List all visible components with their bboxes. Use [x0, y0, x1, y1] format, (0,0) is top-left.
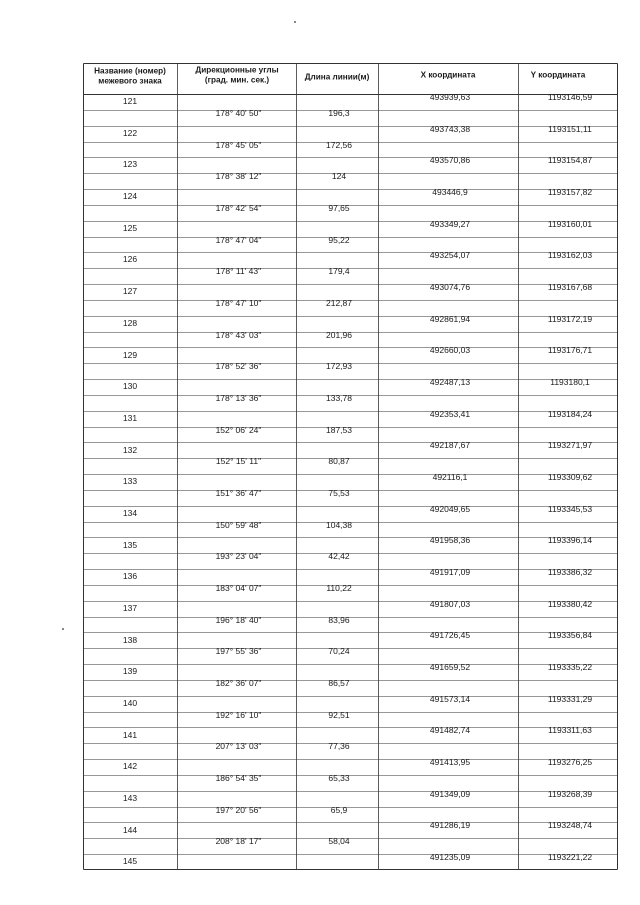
scan-speck — [62, 628, 64, 630]
point-name: 139 — [122, 665, 138, 676]
x-coordinate: 492487,13 — [429, 376, 471, 387]
direction-angle: 178° 42' 54" — [215, 202, 262, 213]
point-name: 141 — [122, 729, 138, 740]
y-coordinate: 1193248,74 — [547, 820, 593, 831]
line-length: 110,22 — [326, 582, 352, 593]
x-coordinate: 493570,86 — [429, 154, 471, 165]
line-length: 42,42 — [328, 551, 350, 562]
x-coordinate: 493074,76 — [429, 281, 471, 292]
y-coordinate: 1193160,01 — [547, 218, 593, 229]
direction-angle: 197° 55' 36" — [215, 646, 262, 657]
point-name: 135 — [122, 539, 138, 550]
direction-angle: 186° 54' 35" — [215, 772, 262, 783]
y-coordinate: 1193157,82 — [547, 186, 593, 197]
line-length: 65,9 — [330, 804, 348, 815]
point-name: 123 — [122, 159, 138, 170]
coordinates-table — [83, 63, 618, 870]
x-coordinate: 493349,27 — [429, 218, 471, 229]
direction-angle: 178° 13' 36" — [215, 392, 262, 403]
point-name: 128 — [122, 317, 138, 328]
line-length: 187,53 — [326, 424, 352, 435]
point-name: 132 — [122, 444, 138, 455]
point-name: 144 — [122, 824, 138, 835]
x-coordinate: 492049,65 — [429, 503, 471, 514]
header-angle-line2: (град. мин. сек.) — [204, 75, 270, 84]
y-coordinate: 1193309,62 — [547, 471, 593, 482]
point-name: 145 — [122, 856, 138, 867]
point-name: 122 — [122, 127, 138, 138]
x-coordinate: 491286,19 — [429, 820, 471, 831]
line-length: 172,93 — [326, 361, 352, 372]
y-coordinate: 1193184,24 — [547, 408, 593, 419]
x-coordinate: 491958,36 — [429, 535, 471, 546]
line-length: 86,57 — [328, 677, 350, 688]
point-name: 125 — [122, 222, 138, 233]
line-length: 104,38 — [326, 519, 352, 530]
direction-angle: 178° 47' 04" — [215, 234, 262, 245]
direction-angle: 178° 47' 10" — [215, 297, 262, 308]
header-angle-line1: Дирекционные углы — [195, 65, 279, 75]
y-coordinate: 1193276,25 — [547, 756, 593, 767]
x-coordinate: 492116,1 — [432, 471, 468, 482]
y-coordinate: 1193331,29 — [547, 693, 593, 704]
x-coordinate: 491235,09 — [429, 851, 471, 862]
y-coordinate: 1193180,1 — [550, 376, 590, 387]
x-coordinate: 493743,38 — [429, 123, 471, 134]
point-name: 127 — [122, 285, 138, 296]
line-length: 97,65 — [328, 202, 350, 213]
direction-angle: 192° 16' 10" — [215, 709, 262, 720]
point-name: 121 — [122, 95, 138, 106]
line-length: 92,51 — [328, 709, 350, 720]
header-point-name-line2: межевого знака — [98, 76, 162, 85]
direction-angle: 193° 23' 04" — [215, 551, 262, 562]
x-coordinate: 491917,09 — [429, 566, 471, 577]
x-coordinate: 493939,63 — [429, 91, 471, 102]
x-coordinate: 492187,67 — [429, 440, 471, 450]
direction-angle: 152° 15' 11" — [215, 456, 262, 467]
y-coordinate: 1193271,97 — [547, 440, 593, 450]
x-coordinate: 491573,14 — [429, 693, 471, 704]
header-x — [421, 70, 476, 80]
line-length: 80,87 — [328, 456, 350, 467]
header-y-text: Y координата — [530, 70, 586, 80]
point-name: 131 — [122, 412, 138, 423]
line-length: 179,4 — [328, 266, 350, 277]
direction-angle: 182° 36' 07" — [215, 677, 262, 688]
y-coordinate: 1193396,14 — [547, 535, 593, 546]
x-coordinate: 491807,03 — [429, 598, 471, 609]
point-name: 140 — [122, 697, 138, 708]
point-name: 124 — [122, 190, 138, 201]
line-length: 65,33 — [328, 772, 350, 783]
line-length: 201,96 — [326, 329, 352, 340]
direction-angle: 178° 43' 03" — [215, 329, 262, 340]
y-coordinate: 1193162,03 — [547, 249, 593, 260]
x-coordinate: 491726,45 — [429, 630, 471, 641]
line-length: 77,36 — [328, 741, 350, 752]
line-length: 212,87 — [326, 297, 352, 308]
y-coordinate: 1193268,39 — [547, 788, 593, 799]
y-coordinate: 1193146,59 — [547, 91, 593, 102]
y-coordinate: 1193345,53 — [547, 503, 593, 514]
x-coordinate: 491482,74 — [429, 725, 471, 736]
point-name: 130 — [122, 380, 138, 391]
point-name: 129 — [122, 349, 138, 360]
point-name: 126 — [122, 254, 138, 265]
header-x-text: X координата — [420, 70, 476, 80]
direction-angle: 178° 38' 12" — [215, 171, 262, 182]
header-point-name-line1: Название (номер) — [94, 66, 166, 76]
direction-angle: 178° 11' 43" — [215, 266, 262, 277]
direction-angle: 151° 36' 47" — [215, 487, 262, 498]
y-coordinate: 1193172,19 — [547, 313, 593, 324]
y-coordinate: 1193151,11 — [548, 123, 592, 134]
point-name: 133 — [122, 475, 138, 486]
y-coordinate: 1193311,63 — [548, 725, 592, 736]
x-coordinate: 493254,07 — [429, 249, 471, 260]
direction-angle: 178° 40' 50" — [215, 107, 262, 118]
line-length: 70,24 — [328, 646, 350, 657]
line-length: 124 — [331, 171, 347, 182]
direction-angle: 178° 45' 05" — [215, 139, 262, 150]
point-name: 134 — [122, 507, 138, 518]
y-coordinate: 1193167,68 — [547, 281, 593, 292]
direction-angle: 196° 18' 40" — [215, 614, 262, 625]
direction-angle: 178° 52' 36" — [215, 361, 262, 372]
line-length: 172,56 — [326, 139, 352, 150]
line-length: 75,53 — [328, 487, 350, 498]
direction-angle: 183° 04' 07" — [215, 582, 262, 593]
y-coordinate: 1193335,22 — [547, 661, 593, 672]
direction-angle: 208° 18' 17" — [215, 836, 262, 847]
point-name: 137 — [122, 602, 138, 613]
table-grid — [83, 63, 618, 870]
point-name: 136 — [122, 570, 138, 581]
point-name: 143 — [122, 792, 138, 803]
header-length — [305, 72, 370, 82]
x-coordinate: 491659,52 — [429, 661, 471, 672]
y-coordinate: 1193154,87 — [547, 154, 593, 165]
line-length: 95,22 — [328, 234, 350, 245]
y-coordinate: 1193380,42 — [547, 598, 593, 609]
line-length: 196,3 — [328, 107, 350, 118]
direction-angle: 207° 13' 03" — [215, 741, 262, 752]
x-coordinate: 493446,9 — [432, 186, 468, 197]
y-coordinate: 1193176,71 — [547, 344, 593, 355]
header-point-name — [94, 67, 166, 86]
header-angle — [195, 66, 278, 85]
line-length: 58,04 — [328, 836, 350, 847]
x-coordinate: 492861,94 — [429, 313, 471, 324]
direction-angle: 152° 06' 24" — [215, 424, 262, 435]
header-length-text: Длина линии(м) — [304, 72, 370, 82]
point-name: 142 — [122, 761, 138, 772]
line-length: 133,78 — [326, 392, 352, 403]
x-coordinate: 492660,03 — [429, 344, 471, 355]
direction-angle: 150° 59' 48" — [215, 519, 262, 530]
y-coordinate: 1193356,84 — [547, 630, 593, 641]
x-coordinate: 491413,95 — [429, 756, 471, 767]
y-coordinate: 1193386,32 — [547, 566, 593, 577]
y-coordinate: 1193221,22 — [547, 851, 593, 862]
scan-speck — [294, 21, 296, 23]
header-y — [531, 70, 586, 80]
line-length: 83,96 — [328, 614, 350, 625]
direction-angle: 197° 20' 56" — [215, 804, 262, 815]
point-name: 138 — [122, 634, 138, 645]
x-coordinate: 492353,41 — [429, 408, 471, 419]
x-coordinate: 491349,09 — [429, 788, 471, 799]
